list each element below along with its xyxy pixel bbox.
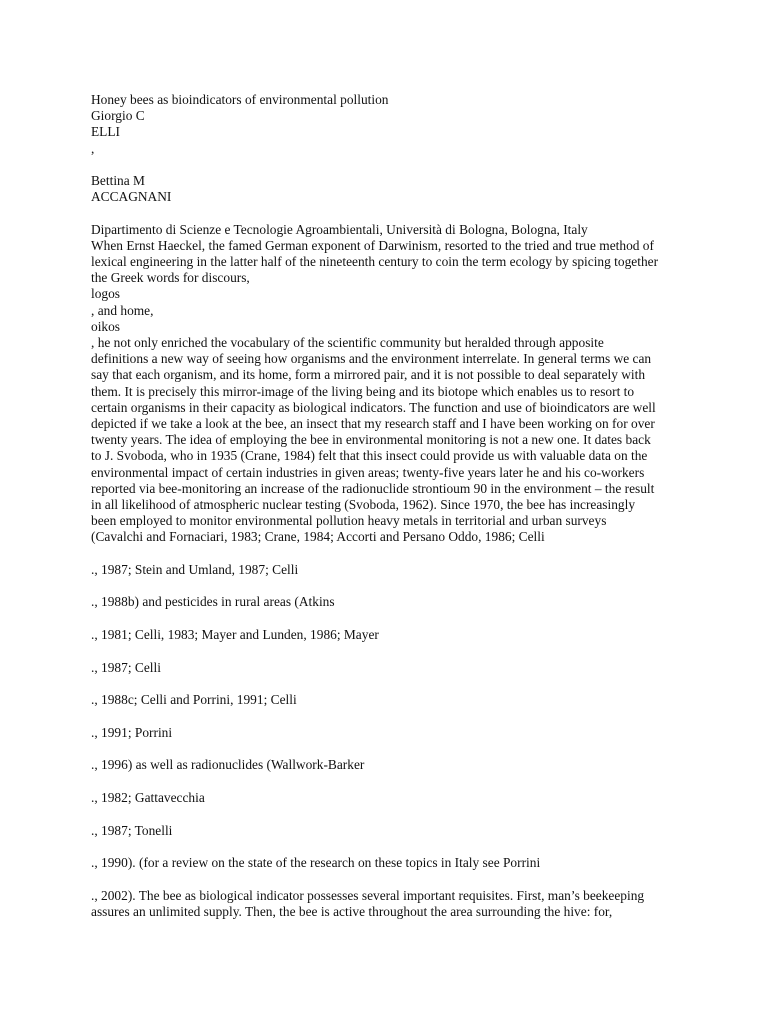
author2-given-name: Bettina M: [91, 173, 145, 188]
body-line: , he not only enriched the vocabulary of the scientific community but heralded through apposite: [91, 335, 604, 351]
citation-fragment: ., 1988c; Celli and Porrini, 1991; Celli: [91, 692, 297, 708]
body-line: , and home,: [91, 302, 154, 318]
body-line: ., 2002). The bee as biological indicator possesses several important requisites. First, man’s beekeeping: [91, 887, 645, 903]
document-page: [91, 92, 709, 920]
citation-fragment: ., 1988b) and pesticides in rural areas (Atkins: [91, 594, 335, 610]
citation-fragment: ., 1991; Porrini: [91, 724, 173, 740]
document-title: Honey bees as bioindicators of environmental pollution: [91, 92, 389, 107]
spacer: [91, 205, 709, 221]
body-line: them. It is precisely this mirror-image of the living being and its biotope which enables us to resort to: [91, 383, 635, 399]
body-line: to J. Svoboda, who in 1935 (Crane, 1984) felt that this insect could provide us with valuable data on the: [91, 448, 648, 464]
citation-fragment: ., 1987; Celli: [91, 659, 161, 675]
greek-word-oikos: oikos: [91, 318, 121, 334]
body-line: (Cavalchi and Fornaciari, 1983; Crane, 1984; Accorti and Persano Oddo, 1986; Celli: [91, 529, 545, 545]
citation-fragment: ., 1990). (for a review on the state of the research on these topics in Italy see Porrini: [91, 855, 541, 871]
body-line: definitions a new way of seeing how organisms and the environment interrelate. In general terms we can: [91, 351, 652, 367]
citation-fragment: ., 1987; Tonelli: [91, 822, 173, 838]
body-line: certain organisms in their capacity as biological indicators. The function and use of bioindicators are well: [91, 399, 656, 415]
spacer: [91, 546, 709, 562]
author1-given-name: Giorgio C: [91, 108, 145, 124]
author-separator: ,: [91, 140, 95, 156]
author1-surname: ELLI: [91, 124, 120, 140]
author2-surname: ACCAGNANI: [91, 189, 172, 205]
citation-fragment: ., 1981; Celli, 1983; Mayer and Lunden, 1986; Mayer: [91, 627, 379, 643]
body-line: been employed to monitor environmental pollution heavy metals in territorial and urban surveys: [91, 513, 607, 529]
body-line: environmental impact of certain industries in given areas; twenty-five years later he and his co-workers: [91, 464, 645, 480]
body-line: in all likelihood of atmospheric nuclear testing (Svoboda, 1962). Since 1970, the bee has increasingly: [91, 497, 636, 513]
citation-fragment: ., 1996) as well as radionuclides (Wallwork-Barker: [91, 757, 365, 773]
spacer: [91, 157, 709, 173]
affiliation: Dipartimento di Scienze e Tecnologie Agroambientali, Università di Bologna, Bologna, Italy: [91, 221, 588, 237]
citation-fragment: ., 1987; Stein and Umland, 1987; Celli: [91, 561, 299, 577]
body-line: the Greek words for discours,: [91, 270, 250, 286]
body-line: depicted if we take a look at the bee, an insect that my research staff and I have been working on for over: [91, 416, 655, 432]
body-line: When Ernst Haeckel, the famed German exponent of Darwinism, resorted to the tried and true method of: [91, 237, 654, 253]
body-line: twenty years. The idea of employing the bee in environmental monitoring is not a new one. It dates back: [91, 432, 651, 448]
body-line: assures an unlimited supply. Then, the bee is active throughout the area surrounding the hive: for,: [91, 903, 613, 919]
body-line: say that each organism, and its home, form a mirrored pair, and it is not possible to deal separately with: [91, 367, 646, 383]
body-line: reported via bee-monitoring an increase of the radionuclide strontioum 90 in the environment – the result: [91, 480, 655, 496]
greek-word-logos: logos: [91, 286, 121, 302]
body-line: lexical engineering in the latter half of the nineteenth century to coin the term ecology by spicing together: [91, 254, 659, 269]
citation-fragment: ., 1982; Gattavecchia: [91, 790, 205, 805]
